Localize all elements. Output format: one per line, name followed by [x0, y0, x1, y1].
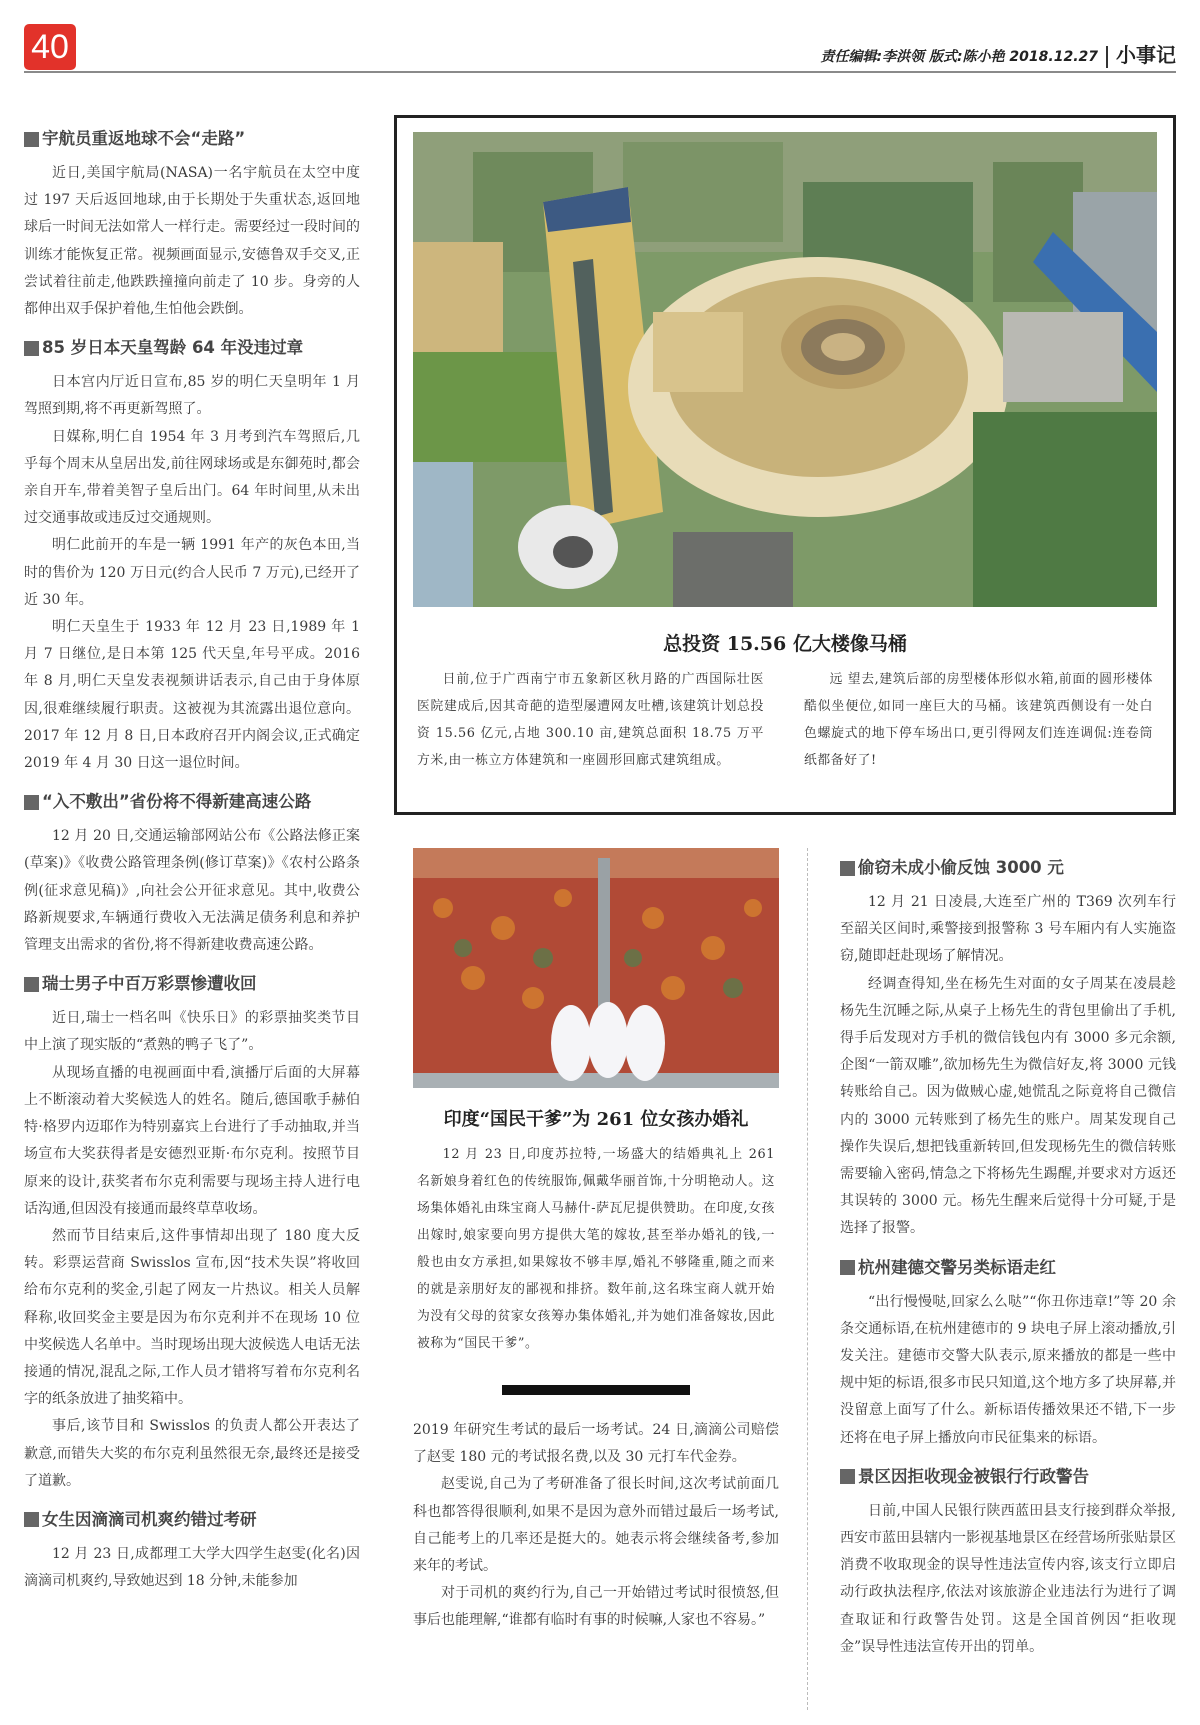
- article-heading: 偷窃未成小偷反蚀 3000 元: [840, 857, 1176, 879]
- article-didi-exam: [24, 1509, 360, 1595]
- heading-square-icon: [24, 977, 39, 992]
- heading-square-icon: [24, 795, 39, 810]
- section-name: 小事记: [1116, 43, 1176, 67]
- article-astronaut: [24, 128, 360, 323]
- wedding-photo-illustration: [413, 848, 779, 1088]
- article-heading: “入不敷出”省份将不得新建高速公路: [24, 791, 360, 813]
- article-paragraph: 然而节目结束后,这件事情却出现了 180 度大反转。彩票运营商 Swisslos 宣布,因“技术失误”将收回给布尔克利的奖金,引起了网友一片热议。相关人员解释称,收回奖金主要是因为布尔克利并不在现场 10 位中奖候选人名单中。当时现场出现大波候选人电话无法接通的情况,混乱之际,工作人员才错将写着布尔克利名字的纸条放进了抽奖箱中。: [24, 1227, 360, 1408]
- header-rule: [24, 71, 1176, 73]
- article-train-theft: [840, 857, 1176, 1243]
- masthead: [820, 40, 1176, 68]
- article-paragraph: 经调查得知,坐在杨先生对面的女子周某在凌晨趁杨先生沉睡之际,从桌子上杨先生的背包里偷出了手机,得手后发现对方手机的微信钱包内有 3000 多元余额,企图“一箭双雕”,欲加杨先生为微信好友,将 3000 元钱转账给自己。因为做贼心虚,她慌乱之际竟将自己微信内的 3000 元转账到了杨先生的账户。周某发现自己操作失误后,想把钱重新转回,但发现杨先生的微信转账需要输入密码,情急之下将杨先生踢醒,并要求对方返还其误转的 3000 元。杨先生醒来后觉得十分可疑,于是选择了报警。: [840, 975, 1176, 1237]
- article-paragraph: 近日,瑞士一档名叫《快乐日》的彩票抽奖类节目中上演了现实版的“煮熟的鸭子飞了”。: [24, 1010, 360, 1054]
- heading-square-icon: [840, 861, 855, 876]
- article-paragraph: 赵雯说,自己为了考研准备了很长时间,这次考试前面几科也都答得很顺利,如果不是因为意外而错过最后一场考试,自己能考上的几率还是挺大的。她表示将会继续备考,参加来年的考试。: [413, 1476, 779, 1575]
- hospital-photo-illustration: [413, 132, 1157, 607]
- article-heading: 景区因拒收现金被银行行政警告: [840, 1466, 1176, 1488]
- article-paragraph: 日媒称,明仁自 1954 年 3 月考到汽车驾照后,几乎每个周末从皇居出发,前往网球场或是东御苑时,都会亲自开车,带着美智子皇后出门。64 年时间里,从未出过交通事故或违反过交通规则。: [24, 428, 360, 527]
- article-paragraph: 日本宫内厅近日宣布,85 岁的明仁天皇明年 1 月驾照到期,将不再更新驾照了。: [24, 374, 360, 418]
- article-heading: 85 岁日本天皇驾龄 64 年没违过章: [24, 337, 360, 359]
- left-column: [24, 128, 360, 1609]
- article-emperor-driving: [24, 337, 360, 777]
- column-divider: [807, 848, 808, 1710]
- article-heading: 宇航员重返地球不会“走路”: [24, 128, 360, 150]
- article-highway: [24, 791, 360, 959]
- heading-square-icon: [24, 132, 39, 147]
- article-traffic-slogans: [840, 1257, 1176, 1452]
- article-paragraph: 12 月 21 日凌晨,大连至广州的 T369 次列车行至韶关区间时,乘警接到报警称 3 号车厢内有人实施盗窃,随即赶赴现场了解情况。: [840, 894, 1176, 965]
- article-paragraph: 明仁此前开的车是一辆 1991 年产的灰色本田,当时的售价为 120 万日元(约合人民币 7 万元),已经开了近 30 年。: [24, 537, 360, 608]
- article-paragraph: 从现场直播的电视画面中看,演播厅后面的大屏幕上不断滚动着大奖候选人的姓名。随后,德国歌手赫伯特·格罗内迈耶作为特别嘉宾上台进行了手动抽取,并当场宣布大奖获得者是安德烈亚斯·布尔克利。按照节目原来的设计,获奖者布尔克利需要与现场主持人进行电话沟通,但因没有接通而最终草草收场。: [24, 1064, 360, 1217]
- hospital-aerial-photo: [413, 132, 1157, 607]
- section-divider-bar: [502, 1385, 690, 1395]
- feature-title: 总投资 15.56 亿大楼像马桶: [663, 633, 907, 655]
- right-column: [840, 857, 1176, 1675]
- article-paragraph: 12 月 23 日,成都理工大学大四学生赵雯(化名)因滴滴司机爽约,导致她迟到 18 分钟,未能参加: [24, 1545, 360, 1590]
- editor-credit: 责任编辑:李洪领 版式:陈小艳 2018.12.27: [820, 49, 1098, 65]
- wedding-paragraph: 12 月 23 日,印度苏拉特,一场盛大的结婚典礼上 261 名新娘身着红色的传统服饰,佩戴华丽首饰,十分明艳动人。这场集体婚礼由珠宝商人马赫什-萨瓦尼提供赞助。在印度,女孩出嫁时,娘家要向男方提供大笔的嫁妆,甚至举办婚礼的钱,一般也由女方承担,如果嫁妆不够丰厚,婚礼不够隆重,随之而来的就是亲朋好友的鄙视和排挤。数年前,这名珠宝商人就开始为没有父母的贫家女孩筹办集体婚礼,并为她们准备嫁妆,因此被称为“国民干爹”。: [417, 1147, 775, 1351]
- article-paragraph: 明仁天皇生于 1933 年 12 月 23 日,1989 年 1 月 7 日继位,是日本第 125 代天皇,年号平成。2016 年 8 月,明仁天皇发表视频讲话表示,自己由于身体原因,很难继续履行职责。这被视为其流露出退位意向。2017 年 12 月 8 日,日本政府召开内阁会议,正式确定 2019 年 4 月 30 日这一退位时间。: [24, 619, 360, 772]
- article-paragraph: “出行慢慢哒,回家么么哒”“你丑你违章!”等 20 余条交通标语,在杭州建德市的 9 块电子屏上滚动播放,引发关注。建德市交警大队表示,原来播放的都是一些中规中矩的标语,很多市民只知道,这个地方多了块屏幕,并没留意上面写了什么。新标语传播效果还不错,下一步还将在电子屏上播放向市民征集来的标语。: [840, 1293, 1176, 1446]
- feature-box: [394, 115, 1176, 815]
- article-paragraph: 12 月 20 日,交通运输部网站公布《公路法修正案(草案)》《收费公路管理条例(修订草案)》《农村公路条例(征求意见稿)》,向社会公开征求意见。其中,收费公路新规要求,车辆通行费收入无法满足债务利息和养护管理支出需求的省份,将不得新建收费高速公路。: [24, 828, 360, 954]
- article-heading: 女生因滴滴司机爽约错过考研: [24, 1509, 360, 1531]
- article-paragraph: 2019 年研究生考试的最后一场考试。24 日,滴滴公司赔偿了赵雯 180 元的考试报名费,以及 30 元打车代金券。: [413, 1422, 779, 1466]
- middle-column: [413, 848, 779, 1635]
- wedding-body: [413, 1141, 779, 1357]
- mass-wedding-photo: [413, 848, 779, 1088]
- heading-square-icon: [840, 1469, 855, 1484]
- article-paragraph: 对于司机的爽约行为,自己一开始错过考试时很愤怒,但事后也能理解,“谁都有临时有事的时候嘛,人家也不容易。”: [413, 1585, 779, 1629]
- heading-square-icon: [24, 341, 39, 356]
- article-paragraph: 近日,美国宇航局(NASA)一名宇航员在太空中度过 197 天后返回地球,由于长期处于失重状态,返回地球后一时间无法如常人一样行走。需要经过一段时间的训练才能恢复正常。视频画面显示,安德鲁双手交叉,正尝试着往前走,他跌跌撞撞向前走了 10 步。身旁的人都伸出双手保护着他,生怕他会跌倒。: [24, 165, 360, 318]
- masthead-divider: [1106, 46, 1108, 68]
- page-number-badge: 40: [24, 24, 76, 70]
- article-paragraph: 日前,中国人民银行陕西蓝田县支行接到群众举报,西安市蓝田县辖内一影视基地景区在经营场所张贴景区消费不收取现金的误导性违法宣传内容,该支行立即启动行政执法程序,依法对该旅游企业违法行为进行了调查取证和行政警告处罚。这是全国首例因“拒收现金”误导性违法宣传开出的罚单。: [840, 1502, 1176, 1655]
- article-heading: 杭州建德交警另类标语走红: [840, 1257, 1176, 1279]
- article-swiss-lottery: [24, 973, 360, 1495]
- wedding-title: 印度“国民干爹”为 261 位女孩办婚礼: [443, 1109, 749, 1130]
- heading-square-icon: [840, 1260, 855, 1275]
- article-paragraph: 事后,该节目和 Swisslos 的负责人都公开表达了歉意,而错失大奖的布尔克利虽然很无奈,最终还是接受了道歉。: [24, 1418, 360, 1489]
- feature-body: [417, 666, 1153, 774]
- feature-paragraph: 日前,位于广西南宁市五象新区秋月路的广西国际壮医医院建成后,因其奇葩的造型屡遭网友吐槽,该建筑计划总投资 15.56 亿元,占地 300.10 亩,建筑总面积 18.75 万平方米,由一栋立方体建筑和一座圆形回廊式建筑组成。: [417, 672, 765, 768]
- heading-square-icon: [24, 1512, 39, 1527]
- article-cash-refusal: [840, 1466, 1176, 1661]
- didi-article-continued: [413, 1417, 779, 1635]
- feature-paragraph: 远 望去,建筑后部的房型楼体形似水箱,前面的圆形楼体酷似坐便位,如同一座巨大的马桶。该建筑西侧设有一处白色螺旋式的地下停车场出口,更引得网友们连连调侃:连卷筒纸都备好了!: [804, 672, 1153, 768]
- article-heading: 瑞士男子中百万彩票惨遭收回: [24, 973, 360, 995]
